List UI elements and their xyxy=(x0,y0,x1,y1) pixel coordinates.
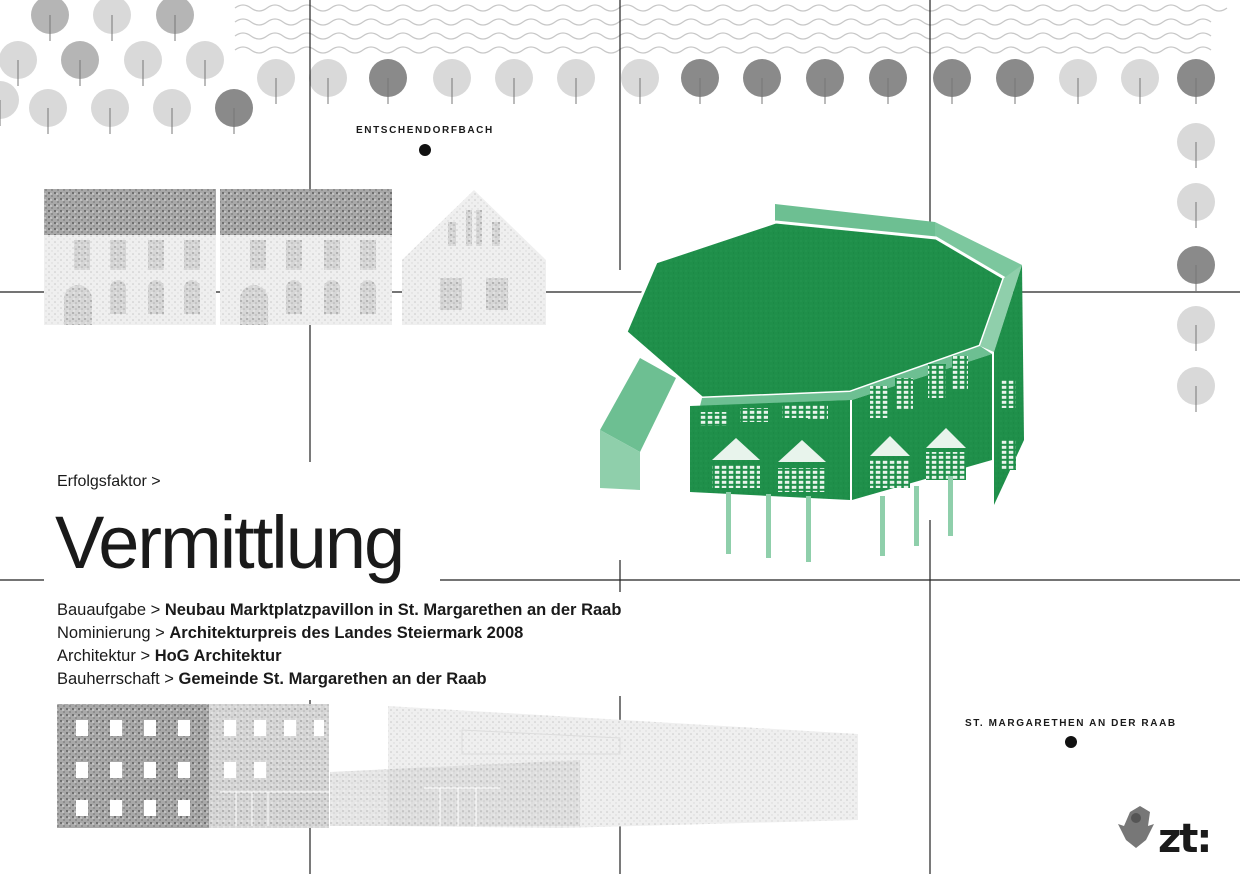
wave-pattern xyxy=(235,5,1227,53)
place-dot-top xyxy=(419,144,431,156)
village-houses xyxy=(44,189,546,325)
info-row-architektur xyxy=(57,645,621,668)
headline: Vermittlung xyxy=(55,506,417,580)
tree xyxy=(0,81,19,119)
info-label: Nominierung > xyxy=(57,624,165,642)
info-value: Architekturpreis des Landes Steiermark 2008 xyxy=(169,624,524,642)
info-row-nominierung xyxy=(57,622,621,645)
eagle-emblem-icon xyxy=(1118,806,1154,848)
place-label-top: ENTSCHENDORFBACH xyxy=(356,125,494,136)
info-label: Architektur > xyxy=(57,647,151,665)
info-row-bauaufgabe xyxy=(57,599,621,622)
place-dot-bottom xyxy=(1065,736,1077,748)
info-value: Neubau Marktplatzpavillon in St. Margarethen an der Raab xyxy=(164,601,622,619)
info-label: Bauaufgabe > xyxy=(57,601,161,619)
info-label: Bauherrschaft > xyxy=(57,670,174,688)
place-label-bottom: ST. MARGARETHEN AN DER RAAB xyxy=(965,718,1177,729)
project-info xyxy=(57,599,621,691)
info-value: Gemeinde St. Margarethen an der Raab xyxy=(178,670,487,688)
info-row-bauherrschaft xyxy=(57,668,621,691)
info-value: HoG Architektur xyxy=(154,647,282,665)
bottom-buildings xyxy=(57,704,858,828)
zt-logo: zt: xyxy=(1158,816,1211,862)
kicker: Erfolgsfaktor > xyxy=(57,473,161,490)
pavilion-illustration xyxy=(600,204,1024,562)
